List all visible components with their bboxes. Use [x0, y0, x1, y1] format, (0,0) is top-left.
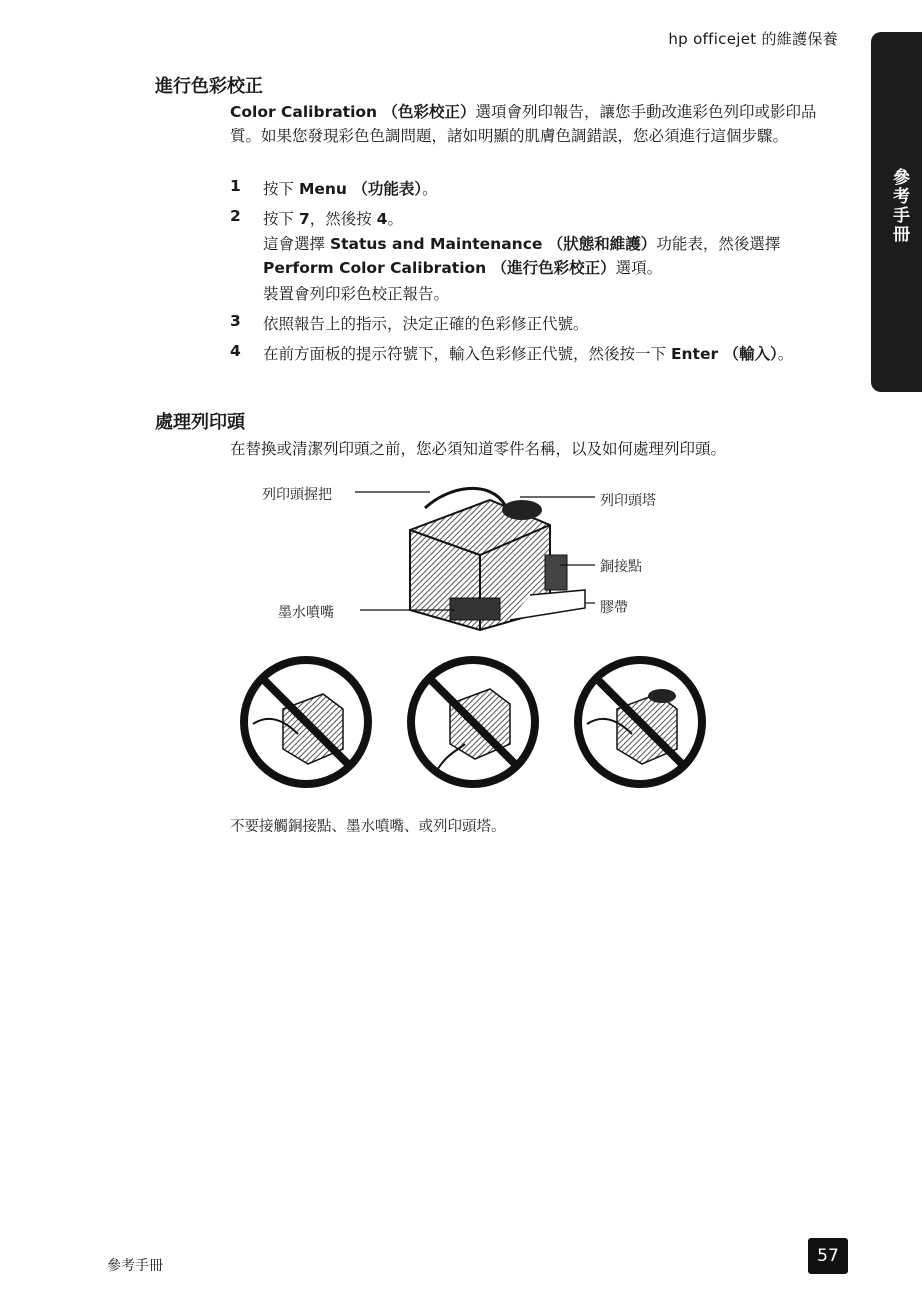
- step-2-detail2: 裝置會列印彩色校正報告。: [263, 285, 450, 303]
- step-2-detail-post: 選項。: [615, 259, 663, 277]
- section-title-color-calibration: 進行色彩校正: [155, 76, 263, 97]
- label-contacts: 銅接點: [600, 559, 642, 575]
- diagram-caption: 不要接觸銅接點、墨水噴嘴、或列印頭塔。: [230, 819, 506, 835]
- section-title-print-cartridge: 處理列印頭: [155, 412, 245, 433]
- step-2-pre: 按下: [263, 210, 299, 228]
- footer-title: 參考手冊: [107, 1258, 163, 1274]
- do-not-touch-tower-icon: [572, 654, 708, 790]
- step-3-text: 依照報告上的指示，決定正確的色彩修正代號。: [263, 315, 589, 333]
- section2-intro: 在替換或清潔列印頭之前，您必須知道零件名稱，以及如何處理列印頭。: [230, 440, 727, 458]
- print-cartridge-icon: [410, 488, 585, 630]
- step-1-bold: Menu （功能表）: [298, 180, 423, 198]
- step-2-bold2: 4: [376, 210, 388, 228]
- step-number-1: 1: [230, 177, 241, 195]
- step-number-4: 4: [230, 342, 241, 360]
- intro-rest: 選項會列印報告，讓您手動改進彩色列印或影印品質。如果您發現彩色色調問題，諸如明顯的肌膚色調錯誤，您必須進行這個步驟。: [230, 103, 817, 145]
- intro-bold: Color Calibration （色彩校正）: [230, 103, 476, 121]
- step-2-bold: 7: [298, 210, 310, 228]
- step-4-bold: Enter （輸入）: [670, 345, 778, 363]
- label-handle: 列印頭握把: [262, 487, 332, 503]
- step-1-post: 。: [422, 180, 438, 198]
- step-1-pre: 按下: [263, 180, 299, 198]
- step-1-text: [263, 177, 823, 201]
- step-number-2: 2: [230, 207, 241, 225]
- section1-intro: [230, 100, 830, 148]
- step-number-3: 3: [230, 312, 241, 330]
- label-tape: 膠帶: [600, 600, 628, 616]
- page-number: 57: [808, 1238, 848, 1274]
- do-not-touch-contacts-icon: [238, 654, 374, 790]
- step-2-post: 。: [387, 210, 403, 228]
- side-tab-label: 參考手冊: [889, 168, 909, 244]
- step-4-post: 。: [777, 345, 794, 363]
- step-2-detail: [263, 232, 823, 280]
- step-4-text: [263, 342, 823, 366]
- step-4-pre: 在前方面板的提示符號下，輸入色彩修正代號，然後按一下: [263, 345, 671, 363]
- step-2-detail-bold1: Status and Maintenance （狀態和維護）: [329, 235, 657, 253]
- do-not-touch-nozzles-icon: [405, 654, 541, 790]
- step-2-detail-mid: 功能表，然後選擇: [656, 235, 781, 253]
- step-2-mid: ，然後按: [309, 210, 377, 228]
- step-2-detail-bold2: Perform Color Calibration （進行色彩校正）: [263, 259, 616, 277]
- step-2-detail-pre: 這會選擇: [263, 235, 330, 253]
- running-header: hp officejet 的維護保養: [668, 30, 838, 48]
- step-2-text: [263, 207, 823, 231]
- label-tower: 列印頭塔: [600, 493, 656, 509]
- label-nozzles: 墨水噴嘴: [278, 605, 334, 621]
